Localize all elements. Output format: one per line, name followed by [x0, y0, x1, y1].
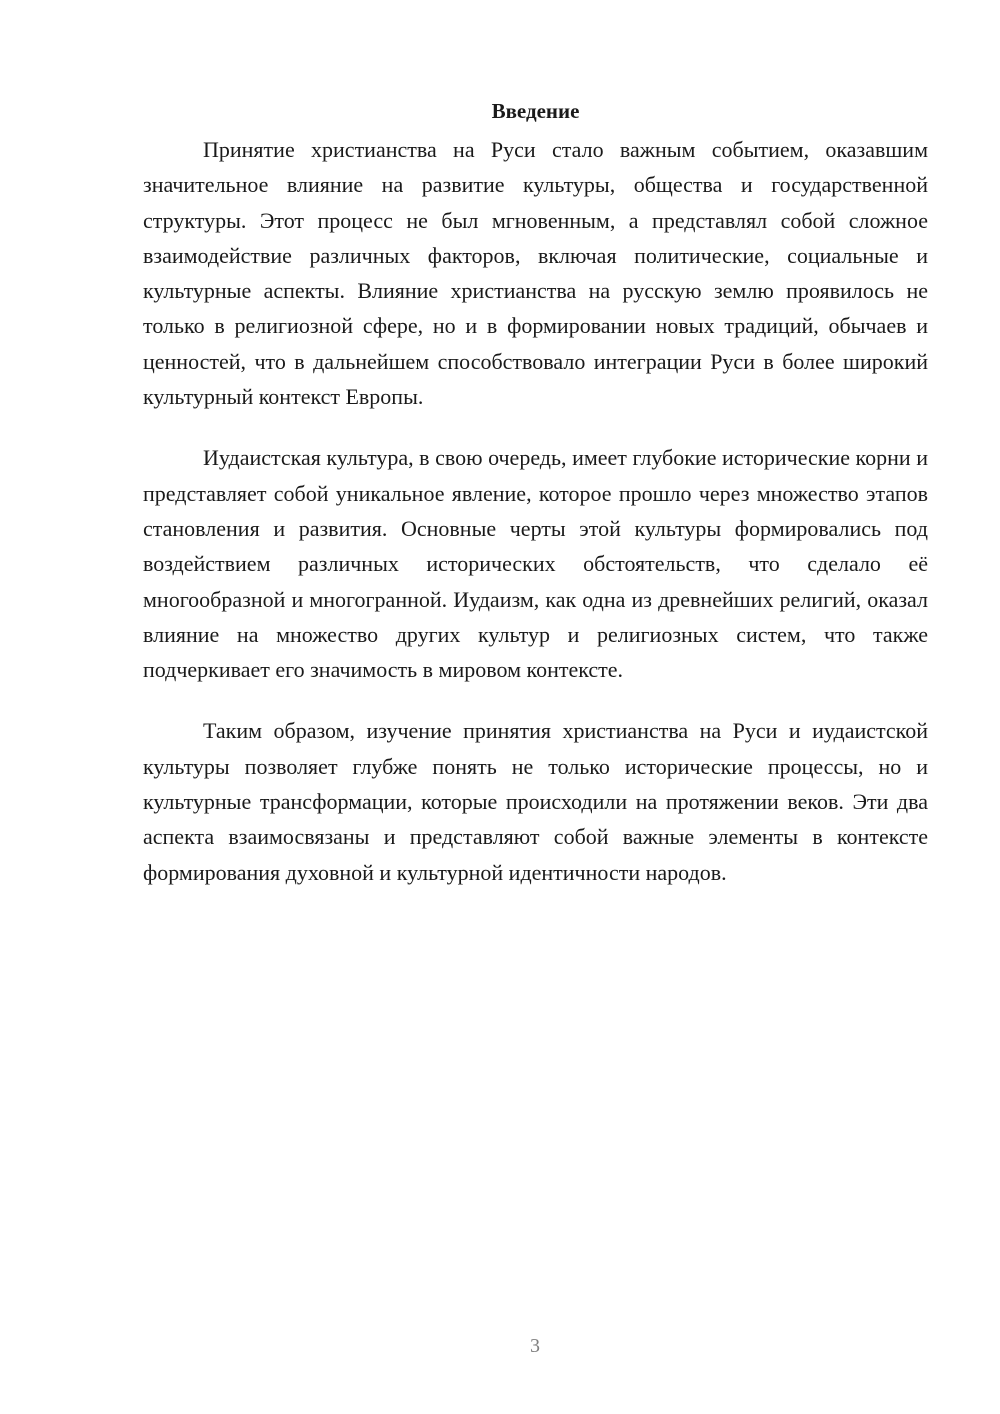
page-content — [143, 96, 928, 916]
page-number: 3 — [530, 1335, 540, 1357]
paragraph-judaic-culture: Иудаистская культура, в свою очередь, имеет глубокие исторические корни и представляет собой уникальное явление, которое прошло через множество этапов становления и развития. Основные черты этой культуры формировались под воздействием различных исторических обстоятельств, что сделало её многообразной и многогранной. Иудаизм, как одна из древнейших религий, оказал влияние на множество других культур и религиозных систем, что также подчеркивает его значимость в мировом контексте. — [143, 445, 928, 683]
paragraph-conclusion: Таким образом, изучение принятия христианства на Руси и иудаистской культуры позволяет глубже понять не только исторические процессы, но и культурные трансформации, которые происходили на протяжении веков. Эти два аспекта взаимосвязаны и представляют собой важные элементы в контексте формирования духовной и культурной идентичности народов. — [143, 718, 928, 885]
paragraph-christianity: Принятие христианства на Руси стало важным событием, оказавшим значительное влияние на развитие культуры, общества и государственной структуры. Этот процесс не был мгновенным, а представлял собой сложное взаимодействие различных факторов, включая политические, социальные и культурные аспекты. Влияние христианства на русскую землю проявилось не только в религиозной сфере, но и в формировании новых традиций, обычаев и ценностей, что в дальнейшем способствовало интеграции Руси в более широкий культурный контекст Европы. — [143, 137, 928, 410]
section-title: Введение — [491, 99, 580, 123]
